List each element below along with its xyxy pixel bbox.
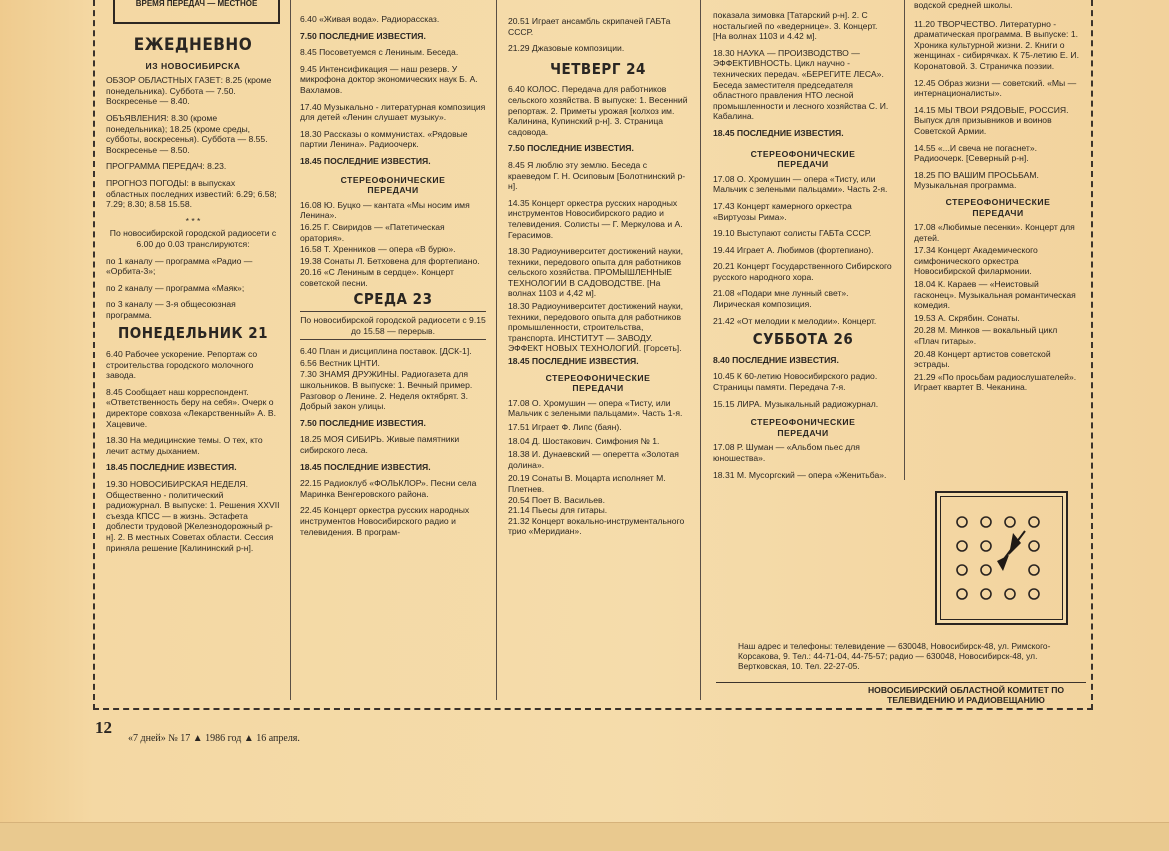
program-item: 18.25 МОЯ СИБИРЬ. Живые памятники сибирского леса.: [300, 434, 460, 455]
program-item: 14.35 Концерт оркестра русских народных инструментов Новосибирского радио и телевидения. Солисты — Г. Меркулова и А. Герасимов.: [508, 197, 683, 240]
column-daily: [106, 35, 280, 559]
stereo-subheading: ПЕРЕДАЧИ: [367, 185, 419, 196]
stereo-subheading: ПЕРЕДАЧИ: [777, 159, 829, 170]
stereo-item: 20.48 Концерт артистов советской эстрады.: [914, 348, 1051, 370]
stereo-item: 21.32 Концерт вокально-инструментального трио «Меридиан».: [508, 515, 685, 537]
program-item: 18.45 ПОСЛЕДНИЕ ИЗВЕСТИЯ.: [300, 461, 431, 472]
daily-item: ПРОГРАММА ПЕРЕДАЧ: 8.23.: [106, 161, 227, 172]
stereo-item: 18.04 Д. Шостакович. Симфония № 1.: [508, 435, 660, 446]
page-fold: [0, 822, 1169, 851]
program-item: 6.40 «Живая вода». Радиорассказ.: [300, 14, 440, 24]
program-item: 18.45 ПОСЛЕДНИЕ ИЗВЕСТИЯ.: [106, 462, 237, 473]
header-box: [113, 0, 280, 24]
stereo-item: 17.08 «Любимые песенки». Концерт для детей.: [914, 222, 1075, 243]
program-item: 12.45 Образ жизни — советский. «Мы — интернационалисты».: [914, 77, 1077, 99]
stereo-item: 19.38 Сонаты Л. Бетховена для фортепиано.: [300, 255, 480, 266]
page-number: 12: [95, 718, 112, 737]
stereo-heading: СТЕРЕОФОНИЧЕСКИЕ: [750, 148, 856, 159]
program-item: 18.30 Радиоуниверситет достижений науки, техники, передового опыта для работников промышленности, строительства, транспорта. ИНСТИТУТ — ЗАВОДУ. ЭФФЕКТ НОВЫХ ТЕХНОЛОГИЙ. [Горсеть].: [508, 301, 684, 354]
stereo-item: 16.58 Т. Хренников — опера «В бурю».: [300, 244, 456, 255]
program-item: 9.45 Интенсификация — наш резерв. У микрофона доктор экономических наук Б. А. Вахламов.: [300, 63, 478, 95]
program-item: 6.40 КОЛОС. Передача для работников сельского хозяйства. В выпуске: 1. Весенний репортаж. 2. Приметы урожая [колхоз им. Калинина, Купинский р-н]. 3. Страница садовода.: [508, 84, 688, 137]
stereo-heading: СТЕРЕОФОНИЧЕСКИЕ: [340, 174, 446, 185]
stereo-item: 18.04 К. Караев — «Неистовый гасконец». Музыкальная романтическая комедия.: [914, 279, 1076, 311]
column-thursday: [508, 16, 688, 537]
stereo-item: 19.53 А. Скрябин. Сонаты.: [914, 312, 1020, 323]
stereo-item: 17.43 Концерт камерного оркестра «Виртуозы Рима».: [713, 200, 852, 222]
program-item: 14.15 МЫ ТВОИ РЯДОВЫЕ, РОССИЯ. Выпуск для призывников и воинов Советской Армии.: [914, 104, 1069, 136]
program-item: 18.30 Рассказы о коммунистах. «Рядовые партии Ленина». Радиоочерк.: [300, 128, 468, 150]
stereo-item: 20.19 Сонаты В. Моцарта исполняет М. Плетнев.: [508, 473, 666, 494]
daily-note: По новосибирской городской радиосети с 6.00 до 0.03 транслируются:: [109, 228, 277, 249]
radio-emblem: [935, 491, 1068, 625]
stereo-item: 21.42 «От мелодии к мелодии». Концерт.: [713, 315, 877, 326]
program-item: 22.15 Радиоклуб «ФОЛЬКЛОР». Песни села Маринка Венгеровского района.: [300, 478, 477, 499]
stereo-item: 21.14 Пьесы для гитары.: [508, 505, 608, 516]
program-item: водской средней школы.: [914, 0, 1013, 10]
column-friday-saturday: [713, 10, 893, 486]
stereo-subheading: ПЕРЕДАЧИ: [972, 207, 1024, 218]
stereo-item: 17.08 Р. Шуман — «Альбом пьес для юношества».: [713, 442, 860, 463]
daily-item: ОБЪЯВЛЕНИЯ: 8.30 (кроме понедельника); 18.25 (кроме среды, субботы, воскресенья). Суббота — 8.55. Воскресенье — 8.50.: [106, 112, 268, 155]
header-box-text: ВРЕМЯ ПЕРЕДАЧ — МЕСТНОЕ: [135, 0, 258, 8]
wednesday-heading: СРЕДА 23: [353, 290, 433, 309]
column-tuesday-wednesday: [300, 14, 486, 543]
program-item: 18.30 НАУКА — ПРОИЗВОДСТВО — ЭФФЕКТИВНОСТЬ. Цикл научно - технических передач. «БЕРЕГИТЕ ЛЕСА». Беседа заместителя председателя областного правления НТО лесной промышленности и лесного хозяйства С. И. Кабалина.: [713, 47, 889, 122]
emblem-icon: [937, 493, 1066, 623]
program-item: 6.56 Вестник ЦНТИ.: [300, 357, 380, 368]
column-divider: [496, 0, 497, 700]
saturday-heading: СУББОТА 26: [752, 330, 854, 349]
program-item: 7.50 ПОСЛЕДНИЕ ИЗВЕСТИЯ.: [508, 143, 634, 154]
stereo-heading: СТЕРЕОФОНИЧЕСКИЕ: [545, 372, 651, 383]
program-item: 15.15 ЛИРА. Музыкальный радиожурнал.: [713, 398, 879, 409]
program-item: 7.50 ПОСЛЕДНИЕ ИЗВЕСТИЯ.: [300, 417, 426, 428]
program-item: 8.45 Посоветуемся с Лениным. Беседа.: [300, 47, 459, 58]
column-divider: [700, 0, 701, 700]
program-item: 18.45 ПОСЛЕДНИЕ ИЗВЕСТИЯ.: [508, 356, 639, 367]
address-divider: [716, 682, 1086, 683]
daily-item: ПРОГНОЗ ПОГОДЫ: в выпусках областных последних известий: 6.29; 6.58; 7.29; 8.30; 8.58 15.58.: [106, 177, 277, 210]
daily-item: ОБЗОР ОБЛАСТНЫХ ГАЗЕТ: 8.25 (кроме понедельника). Суббота — 7.50. Воскресенье — 8.40.: [106, 75, 272, 107]
stereo-item: 17.08 О. Хромушин — опера «Тисту, или Мальчик с зелеными пальцами». Часть 1-я.: [508, 397, 683, 419]
stereo-item: 16.25 Г. Свиридов — «Патетическая оратория».: [300, 221, 445, 243]
program-item: 8.40 ПОСЛЕДНИЕ ИЗВЕСТИЯ.: [713, 354, 839, 365]
stereo-item: 19.10 Выступают солисты ГАБТа СССР.: [713, 228, 872, 239]
column-divider: [290, 0, 291, 700]
address-text: Наш адрес и телефоны: телевидение — 630048, Новосибирск-48, ул. Римского-Корсакова, 9. Тел.: 44-71-04, 44-75-57; радио — 630048, Новосибирск-48, ул. Вертковская, 10. Тел. 22-27-05.: [738, 641, 1051, 671]
stereo-item: 17.51 Играет Ф. Липс (баян).: [508, 422, 622, 432]
stereo-item: 16.08 Ю. Буцко — кантата «Мы носим имя Ленина».: [300, 199, 470, 221]
stereo-item: 19.44 Играет А. Любимов (фортепиано).: [713, 244, 874, 255]
channel-line: по 3 каналу — 3-я общесоюзная программа.: [106, 299, 236, 320]
stereo-subheading: ПЕРЕДАЧИ: [572, 383, 624, 394]
wednesday-note: По новосибирской городской радиосети с 9.15 до 15.58 — перерыв.: [300, 311, 486, 340]
program-item: 8.45 Сообщает наш корреспондент. «Ответственность беру на себя». Очерк о директоре совхоза «Лекарственный» А. В. Хацевиче.: [106, 386, 276, 429]
stereo-item: 20.16 «С Лениным в сердце». Концерт советской песни.: [300, 267, 454, 288]
program-item: 17.40 Музыкально - литературная композиция для детей «Ленин слушает музыку».: [300, 101, 486, 123]
program-item: 19.30 НОВОСИБИРСКАЯ НЕДЕЛЯ. Общественно - политический радиожурнал. В выпуске: 1. Решения XXVII съезда КПСС — в жизнь. Эстафета доблести трудовой [Железнодорожный р-н]. 2. В местных Советах области. Сессия приняла решение [Калининский р-н].: [106, 479, 280, 553]
stereo-item: 17.34 Концерт Академического симфонического оркестра Новосибирской филармонии.: [914, 245, 1038, 277]
stereo-subheading: ПЕРЕДАЧИ: [777, 427, 829, 438]
program-item: 7.30 ЗНАМЯ ДРУЖИНЫ. Радиогазета для школьников. В выпуске: 1. Вечный пример. Разговор о Ленине. 2. Неделя октябрят. 3. Добрый закон улицы.: [300, 369, 473, 412]
channel-line: по 2 каналу — программа «Маяк»;: [106, 282, 245, 293]
stars-divider: * * *: [185, 215, 201, 226]
program-item: 22.45 Концерт оркестра русских народных инструментов Новосибирского радио и телевидения. В програм-: [300, 505, 470, 537]
program-item: 20.51 Играет ансамбль скрипачей ГАБТа СССР.: [508, 16, 671, 37]
program-item: 6.40 План и дисциплина поставок. [ДСК-1].: [300, 346, 472, 357]
channel-line: по 1 каналу — программа «Радио — «Орбита-3»;: [106, 255, 253, 277]
stereo-item: 20.28 М. Минков — вокальный цикл «Плач гитары».: [914, 325, 1058, 347]
program-item: 18.30 На медицинские темы. О тех, кто лечит астму дыханием.: [106, 435, 263, 456]
stereo-item: 18.38 И. Дунаевский — оперетта «Золотая долина».: [508, 449, 679, 470]
stereo-heading: СТЕРЕОФОНИЧЕСКИЕ: [945, 196, 1051, 207]
program-item: 21.29 Джазовые композиции.: [508, 43, 625, 54]
committee-text: НОВОСИБИРСКИЙ ОБЛАСТНОЙ КОМИТЕТ ПО ТЕЛЕВИДЕНИЮ И РАДИОВЕЩАНИЮ: [867, 685, 1065, 705]
stereo-item: 20.21 Концерт Государственного Сибирского русского народного хора.: [713, 261, 892, 282]
program-item: 6.40 Рабочее ускорение. Репортаж со строительства городского молочного завода.: [106, 349, 258, 381]
program-item: 18.25 ПО ВАШИМ ПРОСЬБАМ. Музыкальная программа.: [914, 169, 1039, 191]
daily-heading: ЕЖЕДНЕВНО: [133, 35, 253, 55]
daily-subheading: ИЗ НОВОСИБИРСКА: [145, 60, 241, 71]
program-item: 10.45 К 60-летию Новосибирского радио. Страницы памяти. Передача 7-я.: [713, 371, 878, 393]
program-item: 8.45 Я люблю эту землю. Беседа с краеведом Г. Н. Осиповым [Болотнинский р-н].: [508, 159, 686, 192]
column-sunday: [914, 0, 1082, 395]
issue-line: «7 дней» № 17 ▲ 1986 год ▲ 16 апреля.: [128, 733, 300, 744]
stereo-item: 20.54 Поет В. Васильев.: [508, 494, 606, 505]
program-item: 11.20 ТВОРЧЕСТВО. Литературно - драматическая программа. В выпуске: 1. Хроника культурной жизни. 2. Книги о женщинах - сибирячках. К 75-летию Е. И. Коронатовой. 3. Страничка поэзии.: [914, 18, 1080, 71]
stereo-item: 21.29 «По просьбам радиослушателей». Играет квартет В. Чеканина.: [914, 371, 1077, 393]
stereo-item: 21.08 «Подари мне лунный свет». Лирическая композиция.: [713, 288, 849, 310]
program-item: 14.55 «...И свеча не погаснет». Радиоочерк. [Северный р-н].: [914, 142, 1038, 164]
program-item: 18.30 Радиоуниверситет достижений науки, техники, передового опыта для работников сельского хозяйства. ПРОМЫШЛЕННЫЕ ТЕХНОЛОГИИ В САДОВОДСТВЕ. [На волнах 1103 и 4,42 м].: [508, 246, 684, 299]
program-item: показала зимовка [Татарский р-н]. 2. С ностальгией по «ведернице». 3. Концерт. [На волнах 1103 и 4.42 м].: [713, 10, 878, 42]
stereo-heading: СТЕРЕОФОНИЧЕСКИЕ: [750, 417, 856, 428]
program-item: 18.45 ПОСЛЕДНИЕ ИЗВЕСТИЯ.: [713, 127, 844, 138]
thursday-heading: ЧЕТВЕРГ 24: [550, 59, 646, 78]
monday-heading: ПОНЕДЕЛЬНИК 21: [117, 324, 269, 343]
column-divider: [904, 0, 905, 480]
stereo-item: 17.08 О. Хромушин — опера «Тисту, или Мальчик с зелеными пальцами». Часть 2-я.: [713, 173, 888, 195]
program-item: 18.45 ПОСЛЕДНИЕ ИЗВЕСТИЯ.: [300, 155, 431, 166]
program-item: 7.50 ПОСЛЕДНИЕ ИЗВЕСТИЯ.: [300, 30, 426, 41]
stereo-item: 18.31 М. Мусоргский — опера «Женитьба».: [713, 469, 887, 480]
